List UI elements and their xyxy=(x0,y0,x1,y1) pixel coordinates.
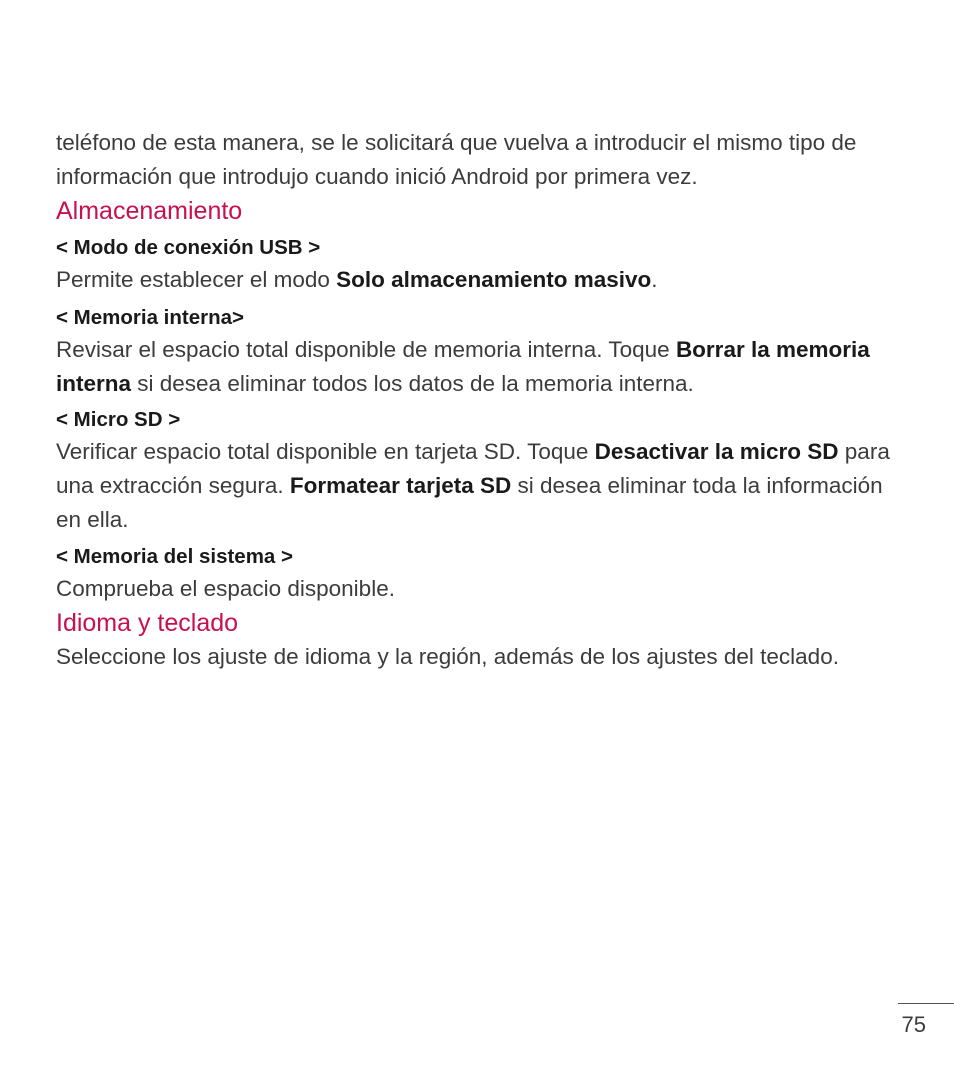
microsd-bold-format: Formatear tarjeta SD xyxy=(289,473,512,498)
microsd-text xyxy=(56,435,906,537)
microsd-text-before: Verificar espacio total disponible en tarjeta SD. Toque xyxy=(56,439,595,464)
intro-paragraph: teléfono de esta manera, se le solicitará que vuelva a introducir el mismo tipo de información que introdujo cuando inició Android por primera vez. xyxy=(56,130,857,189)
usb-bold-option: Solo almacenamiento masivo xyxy=(336,267,652,292)
page-number-rule xyxy=(898,1003,954,1004)
microsd-heading: < Micro SD > xyxy=(56,408,181,431)
usb-mode-heading: < Modo de conexión USB > xyxy=(56,236,321,259)
microsd-text-mid: para una extracción segura. xyxy=(56,439,890,498)
usb-text-before: Permite establecer el modo xyxy=(56,267,337,292)
system-memory-text: Comprueba el espacio disponible. xyxy=(56,576,395,601)
language-text: Seleccione los ajuste de idioma y la región, además de los ajustes del teclado. xyxy=(56,644,839,669)
microsd-text-after: si desea eliminar toda la información en ella. xyxy=(56,473,883,532)
internal-text-before: Revisar el espacio total disponible de memoria interna. Toque xyxy=(56,337,676,362)
page-number: 75 xyxy=(901,1012,926,1037)
section-title-language: Idioma y teclado xyxy=(56,609,239,637)
internal-bold-option: Borrar la memoria interna xyxy=(56,337,870,396)
usb-mode-text xyxy=(56,263,906,297)
internal-memory-text xyxy=(56,333,906,401)
internal-memory-heading: < Memoria interna> xyxy=(56,306,244,329)
usb-text-after: . xyxy=(651,267,658,292)
microsd-bold-unmount: Desactivar la micro SD xyxy=(594,439,839,464)
page-content xyxy=(56,126,906,674)
section-title-storage: Almacenamiento xyxy=(56,197,243,225)
internal-text-after: si desea eliminar todos los datos de la memoria interna. xyxy=(131,371,694,396)
system-memory-heading: < Memoria del sistema > xyxy=(56,545,294,568)
